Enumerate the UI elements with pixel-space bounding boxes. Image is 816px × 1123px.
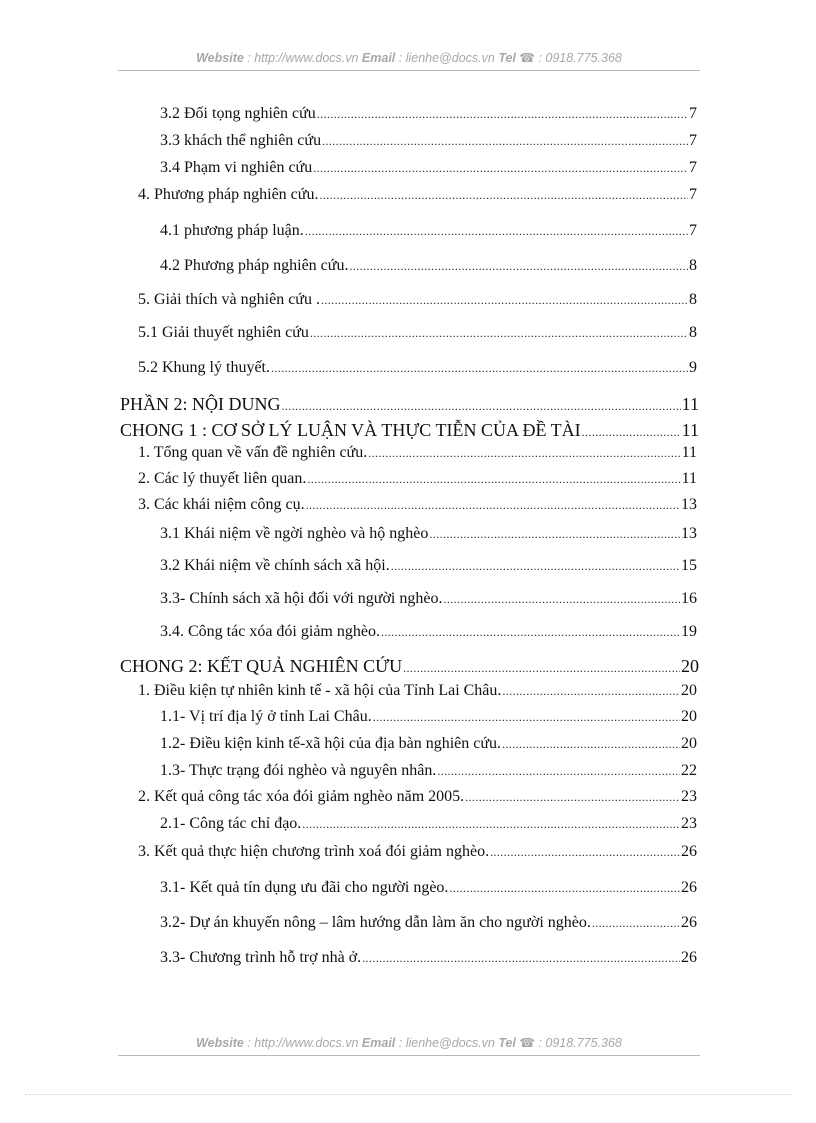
toc-entry <box>160 104 697 124</box>
toc-entry <box>160 707 697 727</box>
toc-entry <box>160 622 697 642</box>
toc-leader-dots <box>381 622 680 642</box>
toc-entry-page: 11 <box>681 394 699 414</box>
toc-entry-title: 1. Điều kiện tự nhiên kinh tế - xã hội của Tỉnh Lai Châu. <box>138 682 502 699</box>
toc-entry-title: 5.1 Giải thuyết nghiên cứu <box>138 324 309 341</box>
toc-entry <box>138 358 697 378</box>
toc-entry-page: 26 <box>681 879 697 896</box>
toc-entry-title: PHẦN 2: NỘI DUNG <box>120 394 281 414</box>
toc-entry-title: 3.2 Đối tọng nghiên cứu <box>160 105 316 122</box>
page-bottom-divider <box>25 1094 791 1095</box>
toc-entry <box>138 185 697 205</box>
toc-entry-page: 16 <box>681 590 697 607</box>
toc-entry <box>160 158 697 178</box>
toc-entry-title: CHONG 2: KẾT QUẢ NGHIÊN CỨU <box>120 656 403 676</box>
toc-entry-page: 7 <box>689 132 697 149</box>
toc-entry-title: 1.3- Thực trạng đói nghèo và nguyên nhân. <box>160 762 437 779</box>
toc-entry <box>160 734 697 754</box>
page-footer <box>118 1035 700 1056</box>
toc-entry-title: 5.2 Khung lý thuyết. <box>138 359 270 376</box>
toc-entry-page: 8 <box>689 291 697 308</box>
toc-leader-dots <box>319 185 688 205</box>
toc-entry <box>138 323 697 343</box>
toc-entry-page: 11 <box>681 470 697 487</box>
phone-icon: ☎ <box>519 51 535 65</box>
footer-tel-label: Tel <box>498 1036 516 1050</box>
toc-leader-dots <box>437 761 680 781</box>
toc-entry <box>160 913 697 933</box>
toc-leader-dots <box>502 734 680 754</box>
toc-entry <box>138 443 697 463</box>
toc-leader-dots <box>368 443 680 463</box>
toc-entry-title: 3.4. Công tác xóa đói giảm nghèo. <box>160 623 380 640</box>
toc-entry-page: 26 <box>681 914 697 931</box>
toc-entry-page: 23 <box>681 815 697 832</box>
toc-entry-page: 11 <box>681 444 697 461</box>
toc-entry-page: 26 <box>681 843 697 860</box>
footer-tel-value: : 0918.775.368 <box>534 1036 622 1050</box>
header-website-value: : http://www.docs.vn <box>243 51 362 65</box>
toc-entry-page: 22 <box>681 762 697 779</box>
toc-entry-page: 7 <box>689 186 697 203</box>
toc-entry <box>160 814 697 834</box>
toc-entry-page: 23 <box>681 788 697 805</box>
toc-entry-page: 26 <box>681 949 697 966</box>
toc-entry <box>160 556 697 576</box>
toc-entry-title: 2. Kết quả công tác xóa đói giảm nghèo năm 2005. <box>138 788 465 805</box>
toc-entry-page: 7 <box>689 159 697 176</box>
header-email-label: Email <box>361 51 396 65</box>
toc-chapter-heading <box>120 656 699 678</box>
header-website-label: Website <box>196 51 244 65</box>
toc-entry-title: 4. Phương pháp nghiên cứu. <box>138 186 319 203</box>
toc-leader-dots <box>302 814 680 834</box>
toc-leader-dots <box>490 842 680 862</box>
toc-leader-dots <box>322 131 688 151</box>
toc-entry <box>138 495 697 515</box>
toc-leader-dots <box>349 256 688 276</box>
toc-entry-title: 1.2- Điều kiện kinh tế-xã hội của địa bàn nghiên cứu. <box>160 735 502 752</box>
toc-entry <box>160 878 697 898</box>
header-email-value: : lienhe@docs.vn <box>395 51 499 65</box>
toc-entry <box>160 524 697 544</box>
footer-email-label: Email <box>361 1036 396 1050</box>
toc-entry-title: 3.1- Kết quả tín dụng ưu đãi cho người ngèo. <box>160 879 449 896</box>
toc-entry-title: 1.1- Vị trí địa lý ở tỉnh Lai Châu. <box>160 708 372 725</box>
toc-leader-dots <box>317 104 688 124</box>
phone-icon: ☎ <box>519 1036 535 1050</box>
toc-leader-dots <box>306 495 680 515</box>
toc-entry-page: 20 <box>681 656 699 676</box>
toc-entry-title: 3. Các khái niệm công cụ. <box>138 496 305 513</box>
toc-leader-dots <box>310 323 688 343</box>
toc-entry-title: 1. Tổng quan về vấn đề nghiên cứu. <box>138 444 368 461</box>
toc-entry-title: 3.2 Khái niệm về chính sách xã hội. <box>160 557 390 574</box>
toc-entry-page: 9 <box>689 359 697 376</box>
toc-entry-title: 4.2 Phương pháp nghiên cứu. <box>160 257 349 274</box>
toc-entry-title: 5. Giải thích và nghiên cứu . <box>138 291 320 308</box>
toc-leader-dots <box>449 878 680 898</box>
toc-leader-dots <box>443 589 680 609</box>
header-tel-value: : 0918.775.368 <box>534 51 622 65</box>
toc-entry <box>160 131 697 151</box>
toc-entry <box>138 842 697 862</box>
toc-entry <box>138 681 697 701</box>
footer-website-label: Website <box>196 1036 244 1050</box>
toc-part-heading <box>120 394 699 416</box>
footer-website-value: : http://www.docs.vn <box>243 1036 362 1050</box>
toc-entry-title: 3.1 Khái niệm về ngời nghèo và hộ nghèo <box>160 525 429 542</box>
toc-entry-page: 7 <box>689 105 697 122</box>
toc-leader-dots <box>592 913 680 933</box>
toc-leader-dots <box>373 707 680 727</box>
toc-entry-page: 7 <box>689 222 697 239</box>
toc-entry-title: 3.2- Dự án khuyến nông – lâm hướng dẫn làm ăn cho người nghèo. <box>160 914 591 931</box>
toc-entry-page: 13 <box>681 525 697 542</box>
toc-leader-dots <box>271 358 688 378</box>
toc-entry-title: 2. Các lý thuyết liên quan. <box>138 470 307 487</box>
toc-entry-page: 11 <box>681 420 699 440</box>
toc-leader-dots <box>362 948 680 968</box>
toc-entry <box>160 589 697 609</box>
toc-leader-dots <box>465 787 680 807</box>
toc-entry <box>138 787 697 807</box>
toc-entry <box>160 256 697 276</box>
toc-leader-dots <box>321 290 688 310</box>
toc-entry-title: 3.4 Phạm vi nghiên cứu <box>160 159 313 176</box>
toc-leader-dots <box>282 396 681 416</box>
toc-entry <box>160 948 697 968</box>
toc-entry <box>160 221 697 241</box>
toc-chapter-heading <box>120 420 699 442</box>
toc-entry-title: CHONG 1 : CƠ SỞ LÝ LUẬN VÀ THỰC TIỄN CỦA ĐỀ TÀI <box>120 420 581 440</box>
toc-entry-page: 20 <box>681 708 697 725</box>
toc-entry-title: 3.3- Chính sách xã hội đối với người nghèo. <box>160 590 443 607</box>
toc-leader-dots <box>307 469 680 489</box>
toc-leader-dots <box>429 524 680 544</box>
toc-entry-title: 4.1 phương pháp luận. <box>160 222 304 239</box>
toc-leader-dots <box>502 681 680 701</box>
footer-email-value: : lienhe@docs.vn <box>395 1036 499 1050</box>
toc-entry-title: 3.3- Chương trình hỗ trợ nhà ở. <box>160 949 362 966</box>
header-tel-label: Tel <box>498 51 516 65</box>
toc-entry-title: 3.3 khách thể nghiên cứu <box>160 132 322 149</box>
toc-entry-page: 15 <box>681 557 697 574</box>
toc-leader-dots <box>313 158 688 178</box>
toc-leader-dots <box>582 422 681 442</box>
toc-entry-page: 20 <box>681 735 697 752</box>
toc-leader-dots <box>391 556 680 576</box>
toc-entry <box>138 290 697 310</box>
toc-entry-page: 8 <box>689 324 697 341</box>
toc-entry-page: 13 <box>681 496 697 513</box>
toc-entry-title: 3. Kết quả thực hiện chương trình xoá đói giảm nghèo. <box>138 843 490 860</box>
toc-leader-dots <box>305 221 688 241</box>
toc-entry-page: 19 <box>681 623 697 640</box>
toc-leader-dots <box>403 658 680 678</box>
toc-entry <box>160 761 697 781</box>
toc-entry <box>138 469 697 489</box>
toc-entry-page: 20 <box>681 682 697 699</box>
toc-entry-title: 2.1- Công tác chỉ đạo. <box>160 815 302 832</box>
toc-entry-page: 8 <box>689 257 697 274</box>
